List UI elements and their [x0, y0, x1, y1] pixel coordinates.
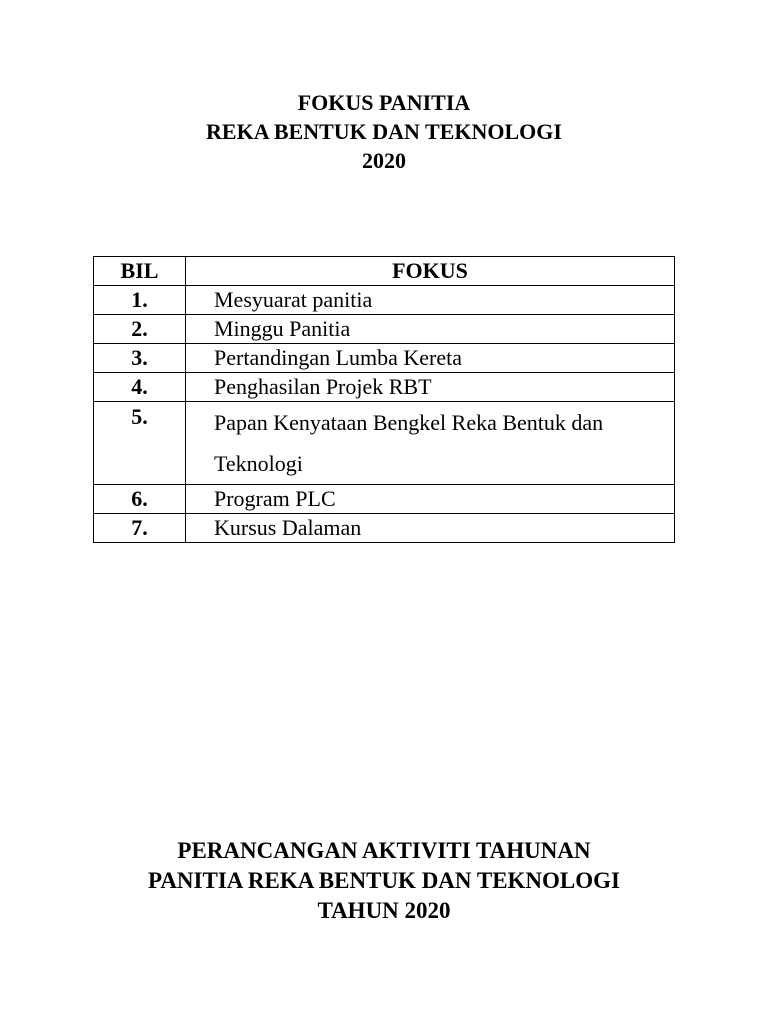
title-line-1: FOKUS PANITIA — [297, 90, 471, 115]
title-line-2: REKA BENTUK DAN TEKNOLOGI — [206, 119, 562, 144]
table-row — [94, 344, 675, 373]
row-focus: Program PLC — [186, 485, 675, 514]
focus-table — [93, 256, 675, 543]
table-row — [94, 286, 675, 315]
plan-title — [0, 836, 768, 926]
table-row — [94, 315, 675, 344]
header-fokus: FOKUS — [186, 257, 675, 286]
row-number: 2. — [94, 315, 186, 344]
row-focus: Penghasilan Projek RBT — [186, 373, 675, 402]
table-row — [94, 485, 675, 514]
plan-title-line-2: PANITIA REKA BENTUK DAN TEKNOLOGI — [147, 868, 621, 893]
row-number: 3. — [94, 344, 186, 373]
row-number: 7. — [94, 514, 186, 543]
row-focus: Kursus Dalaman — [186, 514, 675, 543]
row-number: 1. — [94, 286, 186, 315]
table-row — [94, 402, 675, 485]
title-line-3: 2020 — [362, 148, 406, 173]
row-focus: Papan Kenyataan Bengkel Reka Bentuk dan Teknologi — [186, 402, 675, 485]
row-focus: Pertandingan Lumba Kereta — [186, 344, 675, 373]
header-bil: BIL — [94, 257, 186, 286]
row-focus: Mesyuarat panitia — [186, 286, 675, 315]
table-row — [94, 514, 675, 543]
plan-title-line-1: PERANCANGAN AKTIVITI TAHUNAN — [177, 838, 591, 863]
document-title — [0, 88, 768, 175]
table-header-row — [94, 257, 675, 286]
table-row — [94, 373, 675, 402]
row-number: 6. — [94, 485, 186, 514]
row-focus: Minggu Panitia — [186, 315, 675, 344]
row-number: 5. — [94, 402, 186, 485]
plan-title-line-3: TAHUN 2020 — [317, 898, 451, 923]
row-number: 4. — [94, 373, 186, 402]
